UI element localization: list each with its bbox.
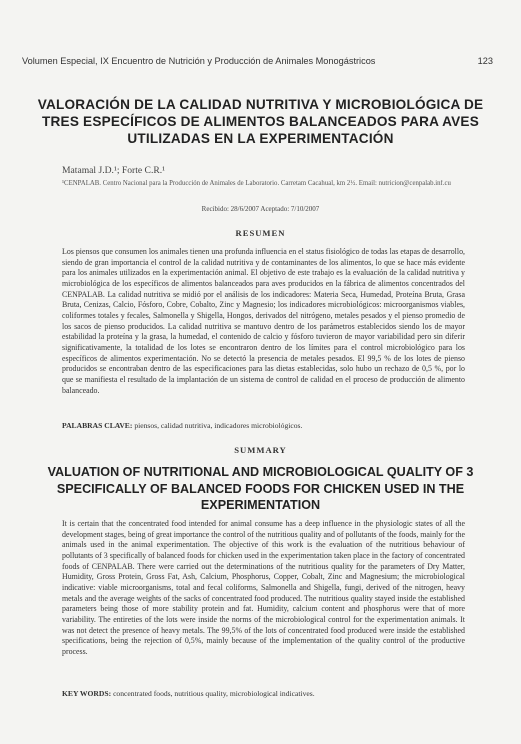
- summary-heading: SUMMARY: [234, 445, 287, 455]
- journal-name: Volumen Especial, IX Encuentro de Nutrición y Producción de Animales Monogástricos: [22, 56, 376, 66]
- title-english: VALUATION OF NUTRITIONAL AND MICROBIOLOGICAL QUALITY OF 3 SPECIFICALLY OF BALANCED FOODS FOR CHICKEN USED IN THE EXPERIMENTATION: [47, 465, 474, 512]
- key-words-text: concentrated foods, nutritious quality, microbiological indicatives.: [113, 689, 315, 698]
- resumen-heading: RESUMEN: [235, 228, 286, 238]
- received-accepted-dates: Recibido: 28/6/2007 Aceptado: 7/10/2007: [201, 205, 320, 213]
- key-words: [62, 689, 491, 698]
- affiliation: ¹CENPALAB. Centro Nacional para la Producción de Animales de Laboratorio. Carretam Cacahual, km 2½. Email: nutricion@cenpalab.inf.cu: [62, 180, 451, 187]
- running-header: [22, 56, 493, 66]
- resumen-text: Los piensos que consumen los animales tienen una profunda influencia en el status fisiológico de todas las etapas de desarrollo, siendo de gran importancia el control de la calidad nutritiva y de contaminantes de los alimentos, lo que se hace más evidente para los animales utilizados en la experimentación animal. El objetivo de este trabajo es la evaluación de la calidad nutritiva y microbiológica de los específicos de alimentos balanceados para aves producidos en la fábrica de alimentos concentrados del CENPALAB. La calidad nutritiva se midió por el análisis de los indicadores: Materia Seca, Humedad, Proteína Bruta, Grasa Bruta, Cenizas, Calcio, Fósforo, Cobre, Cobalto, Zinc y Magnesio; los indicadores microbiológicos: microorganismos viables, coliformes totales y fecales, Salmonella y Shigella, Hongos, derivados del nitrógeno, metales pesados y el pienso promedio de los sacos de pienso producidos. La calidad nutritiva se mantuvo dentro de los parámetros establecidos siendo los de mayor estabilidad la proteína y la grasa, la humedad, el contenido de calcio y fósforo tuvieron de mayor variabilidad pero sin diferir significativamente, la totalidad de los lotes se encontraron dentro de los límites para el control microbiológico para los específicos de alimentos experimentación. No se detectó la presencia de metales pesados. El 99,5 % de los lotes de pienso producidos se encontraban dentro de las especificaciones para las dietas establecidas, solo hubo un rechazo de 0,5 %, por lo que se manifiesta el resultado de la implantación de un sistema de control de calidad en el proceso de producción de alimento balanceado.: [62, 247, 465, 395]
- palabras-clave-text: piensos, calidad nutritiva, indicadores microbiológicos.: [134, 421, 303, 430]
- summary-text: It is certain that the concentrated food intended for animal consume has a deep influence in the physiologic states of all the development stages, being of great importance the control of the nutritious quality and of pollutants of the foods, mainly for the animals used in the animal experimentation. The objective of this work is the evaluation of the nutritious behaviour of pollutants of 3 specifically of balanced foods for chicken used in the experimentation taken place in the factory of concentrated foods of CENPALAB. There were carried out the determinations of the nutritious quality for the parameters of Dry Matter, Humidity, Gross Protein, Gross Fat, Ash, Calcium, Phosphorus, Copper, Cobalt, Zinc and Magnesium; the microbiological indicative: viable microorganisms, total and fecal coliforms, Salmonella and Shigella, fungi, derived of the nitrogen, heavy metals and the average weights of the sacks of concentrated food produced. The nutritious quality stayed inside the established parameters being those of more stability protein and fat. Humidity, calcium content and phosphorus were that of more variability. The entireties of the lots were inside the norms of the microbiological control for the experimentation animals. It was not detect the presence of heavy metals. The 99,5% of the lots of concentrated food produced were inside the established specifications, being the rejection of 0,5%, mainly because of the implementation of the quality control of the productive process.: [62, 519, 465, 656]
- authors: Matamal J.D.¹; Forte C.R.¹: [62, 165, 166, 176]
- palabras-clave-label: PALABRAS CLAVE:: [62, 421, 133, 430]
- title-spanish: VALORACIÓN DE LA CALIDAD NUTRITIVA Y MICROBIOLÓGICA DE TRES ESPECÍFICOS DE ALIMENTOS BALANCEADOS PARA AVES UTILIZADAS EN LA EXPERIMENTACIÓN: [37, 97, 484, 146]
- palabras-clave: [62, 421, 491, 430]
- key-words-label: KEY WORDS:: [62, 689, 112, 698]
- page-number: 123: [477, 56, 493, 66]
